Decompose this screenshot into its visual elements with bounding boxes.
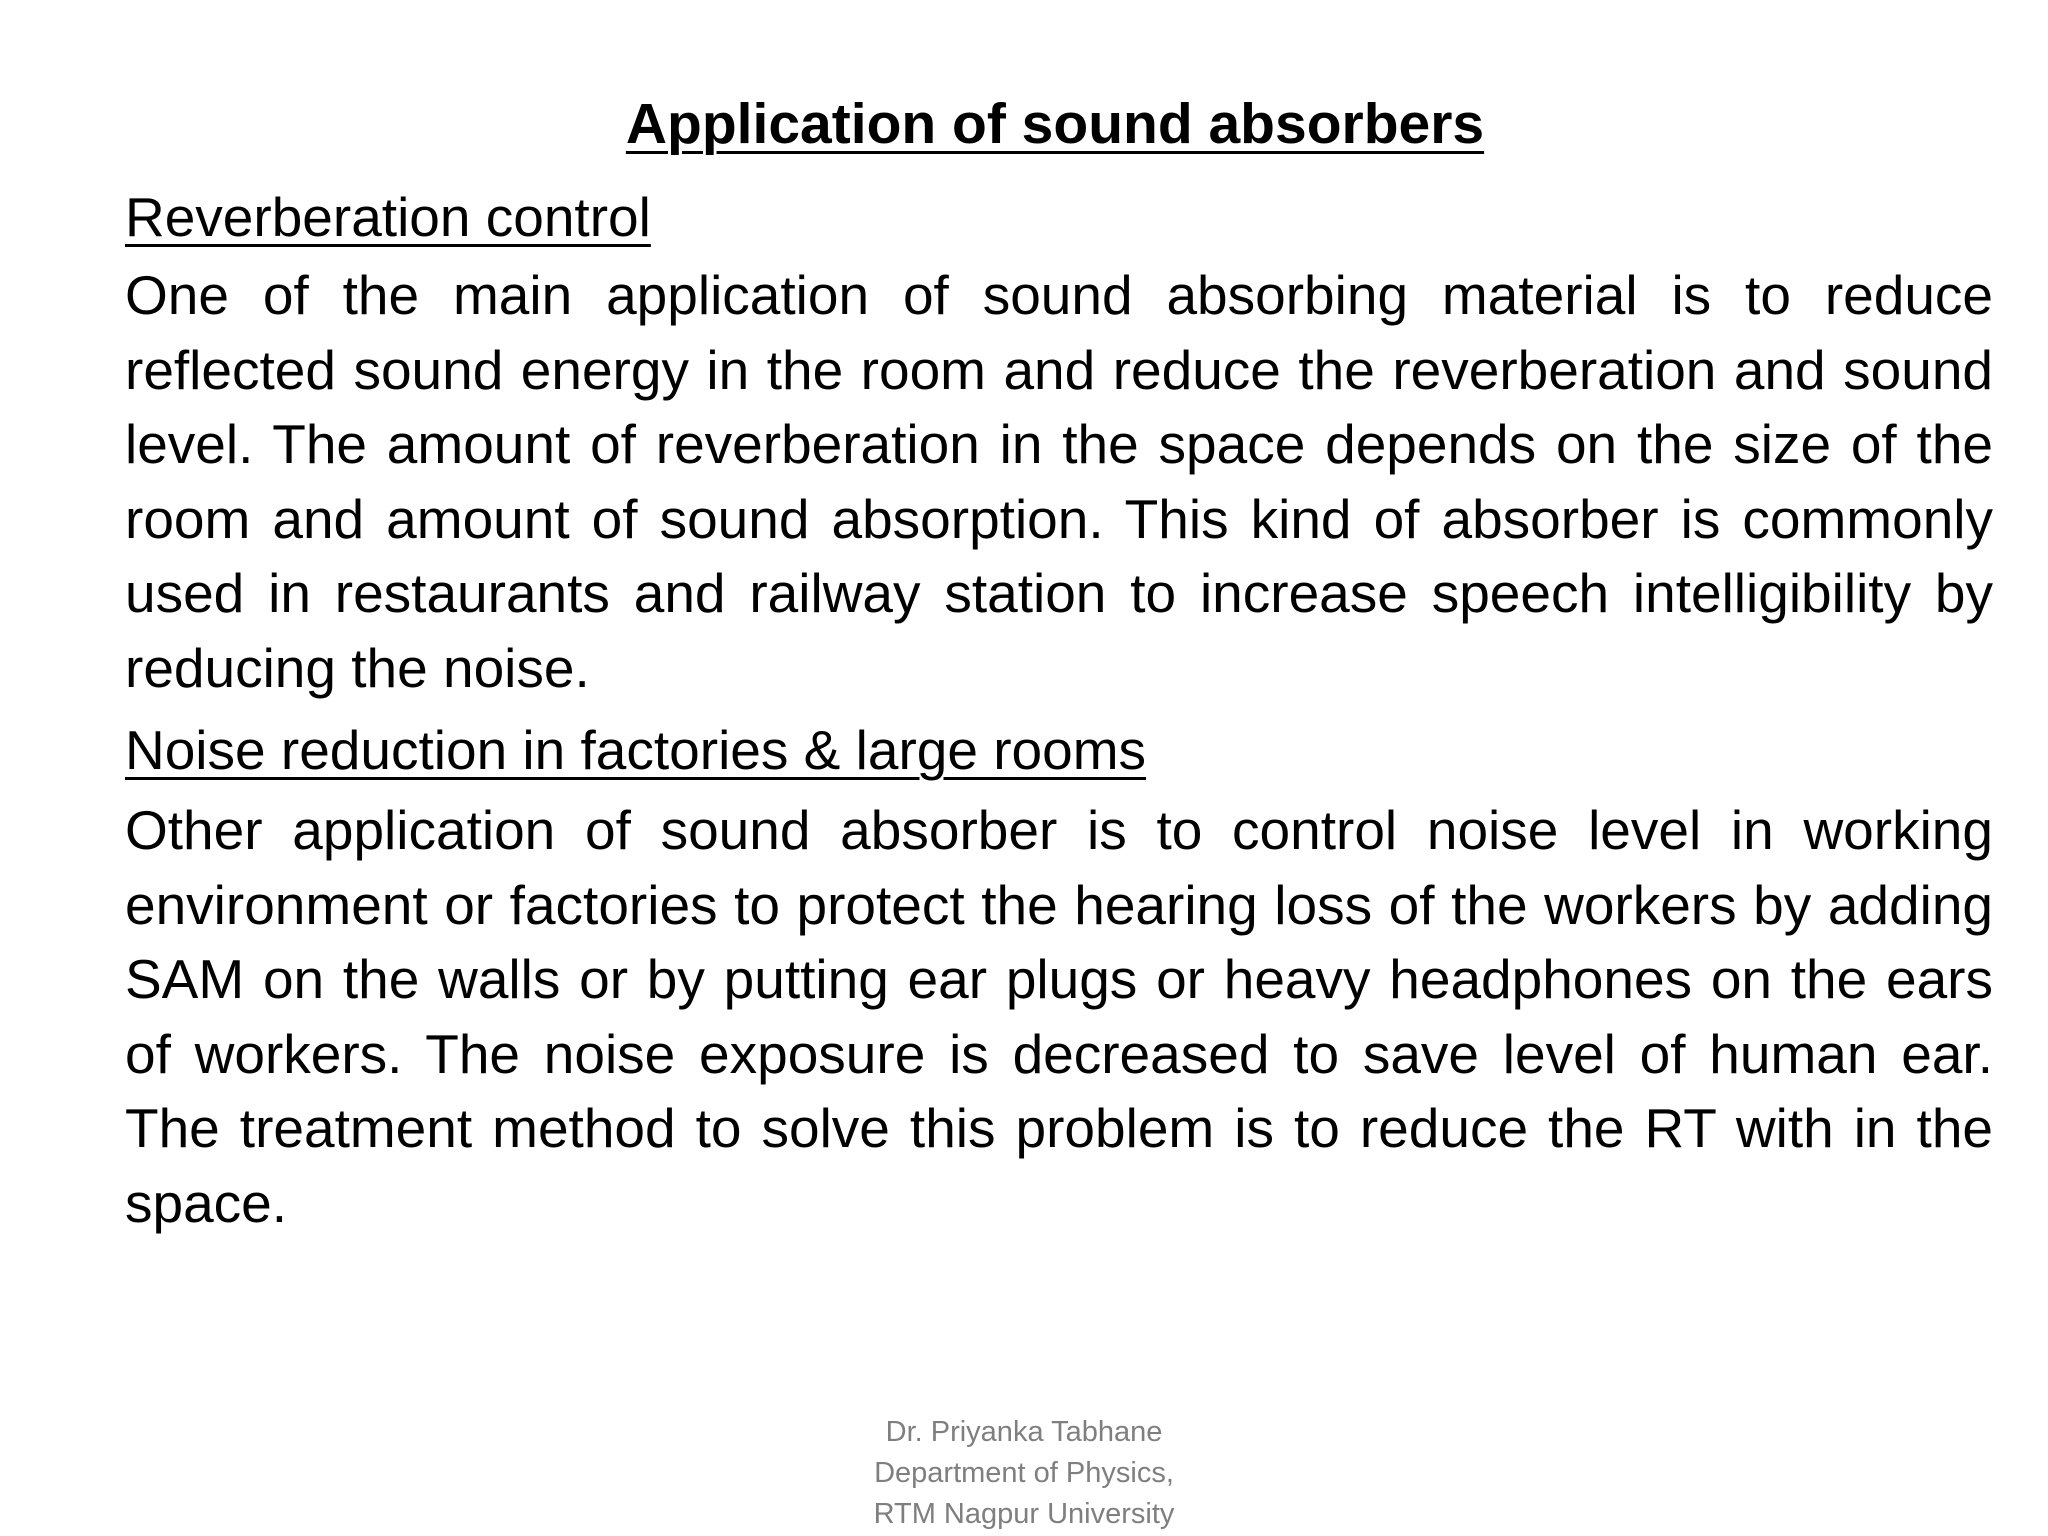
section-body-reverberation-control: One of the main application of sound absorbing material is to reduce reflected sound energy in the room and reduce the reverberation and sound level. The amount of reverberation in the space depends on the size of the room and amount of sound absorption. This kind of absorber is commonly used in restaurants and railway station to increase speech intelligibility by reducing the noise. [125,264,1993,699]
section-body-noise-reduction: Other application of sound absorber is to control noise level in working environment or factories to protect the hearing loss of the workers by adding SAM on the walls or by putting ear plugs or heavy headphones on the ears of workers. The noise exposure is decreased to save level of human ear. The treatment method to solve this problem is to reduce the RT with in the space. [125,799,1993,1234]
section-heading-reverberation-control: Reverberation control [125,186,651,248]
footer-author: Dr. Priyanka Tabhane [885,1416,1163,1448]
slide-footer [0,1412,2048,1535]
footer-university: RTM Nagpur University [873,1498,1175,1530]
slide-content [125,180,1993,1240]
footer-department: Department of Physics, [874,1457,1174,1489]
section-heading-noise-reduction: Noise reduction in factories & large rooms [125,719,1147,781]
slide-title: Application of sound absorbers [625,92,1485,156]
